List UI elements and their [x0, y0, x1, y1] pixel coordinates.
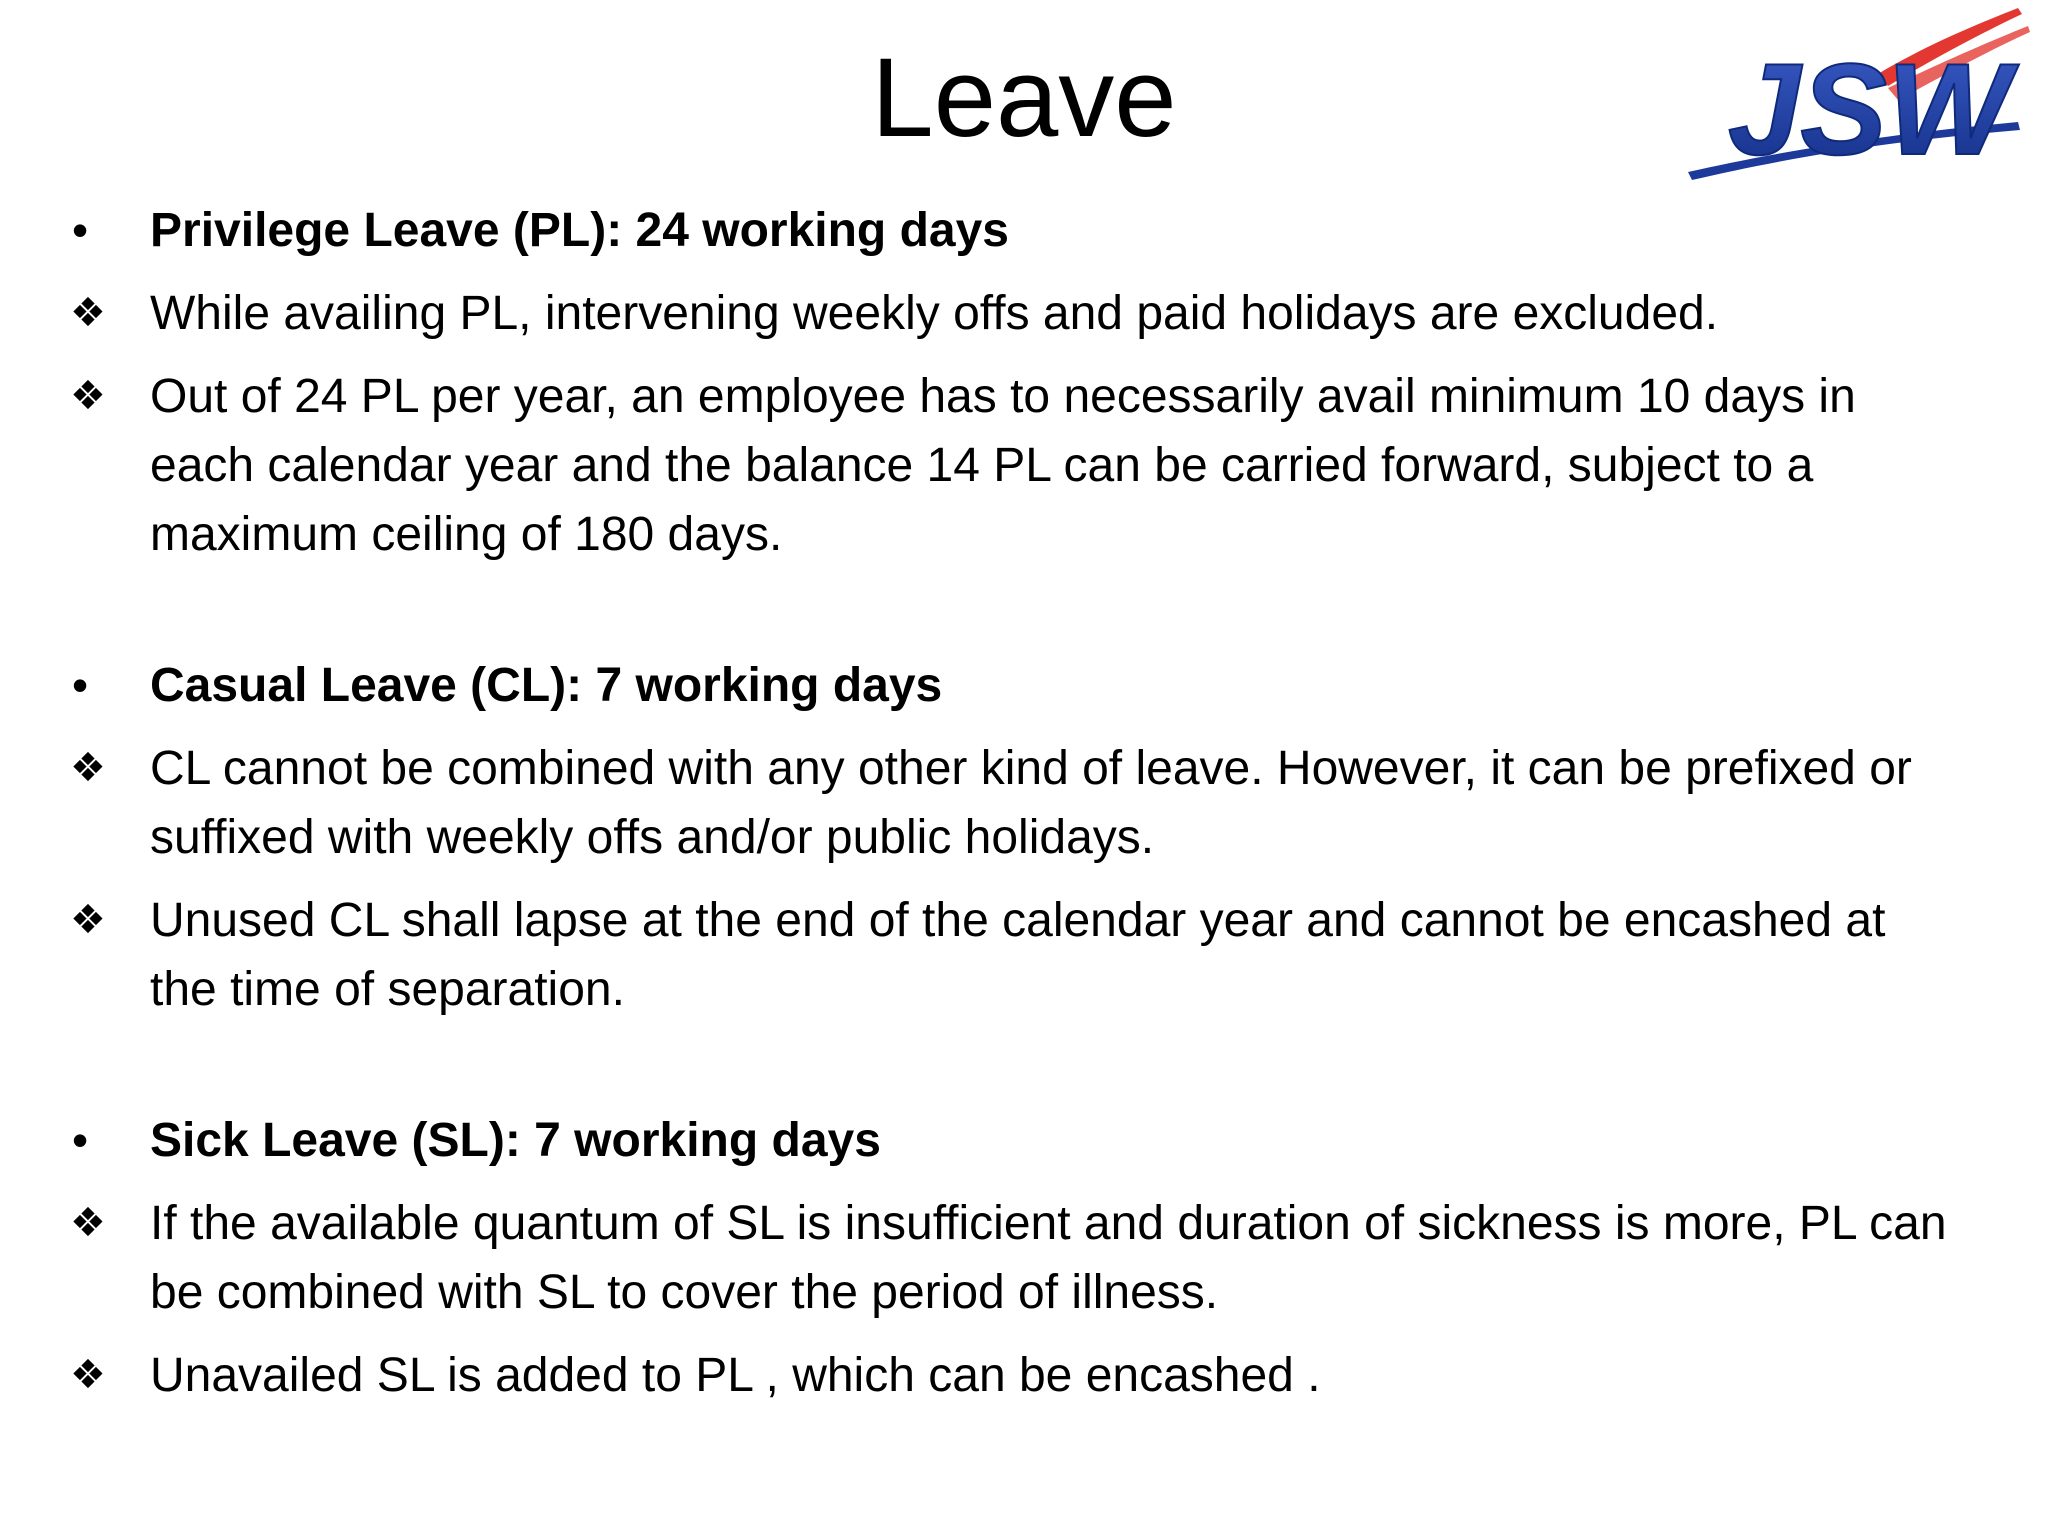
list-item — [0, 1341, 1950, 1410]
list-item — [0, 1189, 1950, 1327]
list-item — [0, 886, 1950, 1024]
diamond-bullet-icon: ❖ — [70, 1353, 106, 1397]
svg-text:JSW: JSW — [1728, 36, 2010, 180]
point-text: Unused CL shall lapse at the end of the calendar year and cannot be encashed at the time of separation. — [150, 894, 1886, 1016]
point-text: CL cannot be combined with any other kind of leave. However, it can be prefixed or suffixed with weekly offs and/or public holidays. — [150, 742, 1912, 864]
bullet-dot-icon: • — [72, 204, 89, 256]
diamond-bullet-icon: ❖ — [70, 374, 106, 418]
section-heading-privilege-leave — [0, 196, 1950, 265]
slide-title: Leave — [871, 35, 1177, 160]
diamond-bullet-icon: ❖ — [70, 1201, 106, 1245]
list-item — [0, 279, 1950, 348]
bullet-dot-icon: • — [72, 1114, 89, 1166]
diamond-bullet-icon: ❖ — [70, 746, 106, 790]
list-item — [0, 734, 1950, 872]
point-text: Unavailed SL is added to PL , which can be encashed . — [150, 1349, 1321, 1402]
heading-text: Sick Leave (SL): 7 working days — [150, 1114, 881, 1167]
jsw-logo — [1688, 4, 2048, 180]
section-heading-sick-leave — [0, 1106, 1950, 1175]
diamond-bullet-icon: ❖ — [70, 291, 106, 335]
list-item — [0, 362, 1950, 569]
point-text: If the available quantum of SL is insufficient and duration of sickness is more, PL can be combined with SL to cover the period of illness. — [150, 1197, 1947, 1319]
point-text: While availing PL, intervening weekly offs and paid holidays are excluded. — [150, 287, 1719, 340]
heading-text: Privilege Leave (PL): 24 working days — [150, 204, 1009, 257]
slide-content — [0, 196, 2048, 1410]
bullet-dot-icon: • — [72, 659, 89, 711]
heading-text: Casual Leave (CL): 7 working days — [150, 659, 943, 712]
section-heading-casual-leave — [0, 651, 1950, 720]
point-text: Out of 24 PL per year, an employee has to necessarily avail minimum 10 days in each calendar year and the balance 14 PL can be carried forward, subject to a maximum ceiling of 180 days. — [150, 370, 1856, 561]
diamond-bullet-icon: ❖ — [70, 898, 106, 942]
